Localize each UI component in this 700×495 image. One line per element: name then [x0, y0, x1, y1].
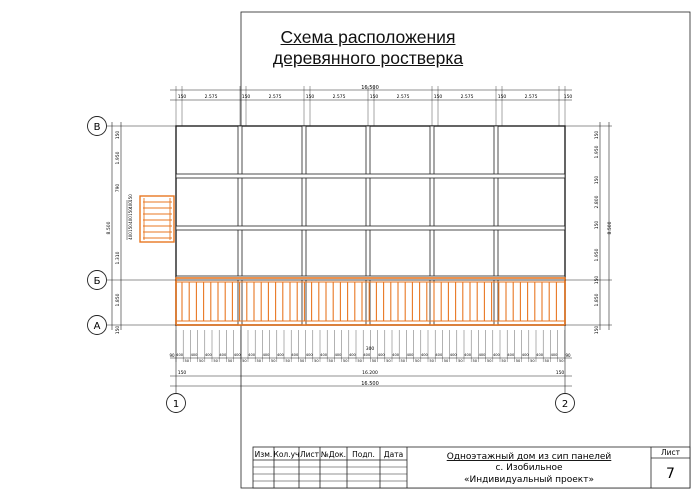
dim-top-segment-label: 2.575 [396, 95, 410, 100]
dim-porch-segment-label: 150 [128, 224, 133, 232]
stamp-header-podp: Подп. [352, 450, 375, 459]
dim-top-total: 16.500 [361, 85, 379, 91]
axis-label-b: Б [93, 276, 101, 287]
dim-right-total: 8.500 [608, 221, 613, 235]
dim-bottom-repeat-label: 50 [314, 359, 319, 363]
dim-top-segment-label: 150 [497, 95, 507, 100]
horizontal-beam-1 [176, 174, 565, 178]
dim-bottom-repeat-label: 400 [420, 353, 428, 357]
dim-left-segment-label: 150 [116, 130, 121, 140]
outer-beam [176, 126, 565, 325]
dim-porch-segment-label: 150 [128, 208, 133, 216]
dim-porch-segment-label: 400 [128, 201, 133, 209]
dim-bottom-repeat-label: 400 [449, 353, 457, 357]
dim-bottom-repeat-label: 50 [198, 359, 204, 363]
axis-label-1: 1 [172, 399, 180, 410]
dim-bottom-repeat-label: 50 [414, 359, 420, 363]
porch-joists [140, 196, 565, 325]
axis-label-2: 2 [561, 399, 569, 410]
dim-right-segment-label: 1.850 [595, 293, 600, 307]
axis-label-a: А [93, 321, 101, 332]
dim-bottom-repeat-label: 400 [536, 353, 544, 357]
dim-porch-segment-label: 400 [128, 232, 133, 240]
dim-bottom2-mid: 16.200 [362, 371, 378, 376]
stamp-project-line-3: «Индивидуальный проект» [464, 475, 594, 485]
drawing-title-line-1: Схема расположения [280, 27, 456, 47]
dim-top-segment-label: 2.575 [332, 95, 346, 100]
dim-bottom-repeat-label: 50 [515, 359, 521, 363]
entry-porch-frame [140, 196, 174, 242]
dim-bottom-repeat-label: 50 [544, 359, 550, 363]
dim-right-segment-label: 150 [595, 175, 600, 185]
dim-bottom-repeat-label: 50 [400, 359, 406, 363]
stamp-header-date: Дата [383, 450, 404, 459]
dim-bottom-repeat-label: 400 [204, 353, 212, 357]
dim-bottom-repeat-label: 50 [558, 359, 564, 363]
dim-top-segment-label: 150 [177, 95, 187, 100]
dim-bottom-repeat-label: 400 [392, 353, 400, 357]
vertical-beam-5 [494, 126, 498, 325]
dim-bottom-repeat-label: 50 [458, 359, 463, 363]
dim-porch-segment-label: 150 [128, 194, 133, 202]
dim-left-segment-label: 790 [116, 183, 121, 193]
stamp-sheet-number: 7 [666, 466, 675, 482]
dim-bottom-repeat-label: 50 [242, 359, 247, 363]
dim-top-segment-label: 2.575 [268, 95, 282, 100]
dim-bottom-repeat-label: 400 [291, 353, 299, 357]
dim-right-segment-label: 150 [595, 130, 600, 140]
dim-bottom-repeat-label: 400 [190, 353, 198, 357]
dim-bottom-repeat-label: 400 [348, 353, 356, 357]
dim-bottom-repeat-label: 400 [248, 353, 256, 357]
dim-bottom-repeat-label: 400 [262, 353, 270, 357]
dim-bottom-repeat-label: 50 [270, 359, 276, 363]
dim-top-segment-label: 150 [305, 95, 315, 100]
dim-bottom-repeat-label: 50 [328, 359, 334, 363]
drawing-title-line-2: деревянного ростверка [272, 48, 464, 68]
dim-bottom-repeat-label: 50 [342, 359, 348, 363]
dim-right-segment-label: 150 [595, 325, 600, 335]
dimension-lines [112, 86, 609, 386]
dim-bottom-repeat-label: 50 [256, 359, 262, 363]
dim-left-total: 8.500 [107, 221, 112, 235]
dim-bottom-repeat-label: 50 [386, 359, 391, 363]
dim-bottom-repeat-label: 400 [550, 353, 558, 357]
dim-porch-segment-label: 400 [128, 216, 133, 224]
stamp-header-list: Лист [299, 450, 320, 459]
dim-bottom-repeat-label: 400 [377, 353, 385, 357]
dim-bottom-repeat-label: 400 [219, 353, 227, 357]
floor-beam-grid [176, 126, 565, 325]
dim-bottom-repeat-label: 50 [429, 359, 434, 363]
dim-bottom2-left: 150 [177, 371, 187, 376]
dim-bottom-repeat-label: 400 [363, 353, 371, 357]
dim-left-segment-label: 1.850 [116, 293, 121, 307]
title-block [253, 447, 690, 488]
dim-right-segment-label: 1.950 [595, 145, 600, 159]
axis-marker-2 [556, 394, 575, 413]
axis-marker-v [88, 117, 107, 136]
dim-top-segment-label: 150 [241, 95, 251, 100]
dim-right-segment-label: 1.950 [595, 248, 600, 262]
dim-bottom-repeat-label: 400 [176, 353, 184, 357]
dim-bottom-repeat-label: 50 [213, 359, 218, 363]
axis-label-v: В [93, 122, 101, 133]
dim-bottom2-right: 150 [555, 371, 565, 376]
dim-right-segment-label: 150 [595, 275, 600, 285]
dim-bottom-repeat-label: 50 [184, 359, 190, 363]
stamp-header-kol: Кол.уч [273, 450, 300, 459]
dim-bottom-total: 16.500 [361, 381, 379, 387]
dim-bottom-repeat-label: 50 [371, 359, 377, 363]
dim-bottom-repeat-label: 400 [521, 353, 529, 357]
dim-bottom-repeat-label: 50 [530, 359, 535, 363]
dim-bottom-repeat-label: 50 [501, 359, 506, 363]
dim-porch-segments [128, 194, 133, 240]
dim-top-segment-label: 150 [433, 95, 443, 100]
dim-bottom-edge-label: 90 [169, 353, 175, 358]
dim-top-segment-label: 2.575 [460, 95, 474, 100]
dim-bottom-repeat-label: 50 [357, 359, 362, 363]
dim-top-segment-label: 150 [369, 95, 379, 100]
dim-left-segment-label: 1.950 [116, 151, 121, 165]
dim-bottom-repeat-label: 50 [227, 359, 233, 363]
dim-bottom-repeat-label: 400 [464, 353, 472, 357]
dim-bottom-repeat-label: 400 [435, 353, 443, 357]
axis-marker-b [88, 271, 107, 290]
dim-top-segments [178, 94, 573, 100]
dim-bottom-repeat-label: 50 [443, 359, 449, 363]
dim-bottom-repeat-label: 400 [276, 353, 284, 357]
dim-bottom-repeat-label: 400 [478, 353, 486, 357]
dim-bottom-repeat-label: 400 [233, 353, 241, 357]
sheet-frame [241, 12, 690, 488]
dim-bottom-repeat-label: 400 [334, 353, 342, 357]
dim-top-segment-label: 150 [563, 95, 573, 100]
stamp-header-izm: Изм. [254, 450, 273, 459]
stamp-header-doc: №Док. [320, 450, 347, 459]
dim-left-segment-label: 1.310 [116, 251, 121, 265]
vertical-beam-4 [430, 126, 434, 325]
dim-left-segments [115, 131, 121, 335]
horizontal-beam-2 [176, 226, 565, 230]
dim-top-segment-label: 2.575 [524, 95, 538, 100]
dim-bottom-repeat-label: 50 [486, 359, 492, 363]
stamp-project-line-1: Одноэтажный дом из сип панелей [446, 452, 612, 462]
stamp-sheet-label: Лист [660, 448, 681, 457]
dim-bottom-mid: 300 [365, 347, 375, 352]
dim-right-segment-label: 2.800 [595, 195, 600, 209]
dim-bottom-repeat-label: 50 [285, 359, 290, 363]
dim-right-segments [594, 131, 600, 335]
dim-bottom-repeat-label: 50 [472, 359, 478, 363]
dim-bottom-repeat-label: 400 [492, 353, 500, 357]
axis-marker-1 [167, 394, 186, 413]
dim-bottom-repeat-label: 400 [305, 353, 313, 357]
stamp-project-line-2: с. Изобильное [495, 463, 563, 473]
dim-left-segment-label: 150 [116, 325, 121, 335]
dim-bottom-repeat-label: 400 [507, 353, 515, 357]
dim-bottom-repeat-label: 400 [406, 353, 414, 357]
dim-bottom-repeat-label: 50 [299, 359, 305, 363]
porch-frame-main [176, 278, 565, 325]
dim-right-segment-label: 150 [595, 220, 600, 230]
dim-top-segment-label: 2.575 [204, 95, 218, 100]
dim-bottom-repeat-label: 400 [320, 353, 328, 357]
axis-marker-a [88, 316, 107, 335]
dim-bottom-edge-label: 90 [565, 353, 571, 358]
